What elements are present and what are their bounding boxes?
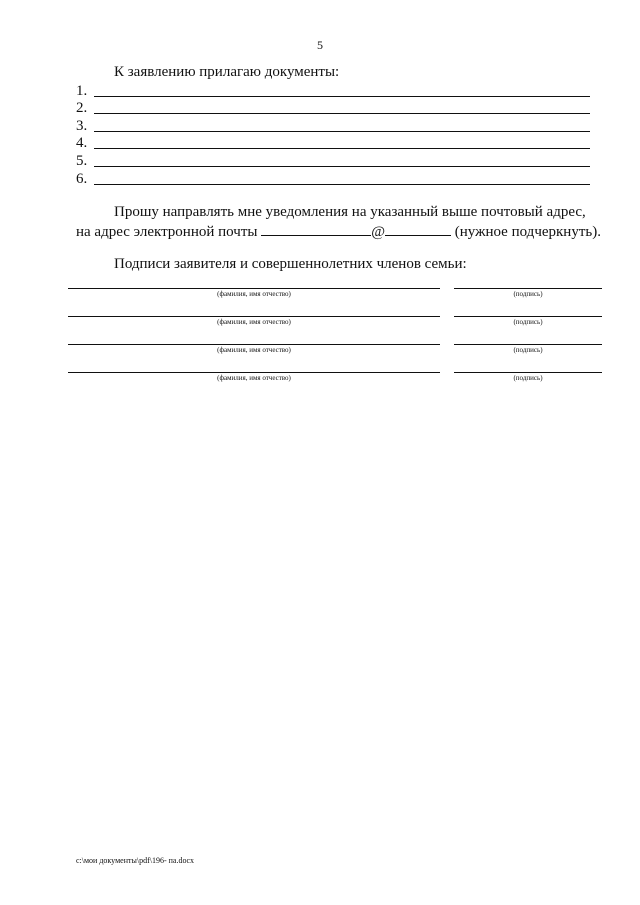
signature-caption: (подпись) <box>513 290 543 298</box>
name-caption: (фамилия, имя отчество) <box>217 374 291 382</box>
attachment-number: 3. <box>76 117 88 134</box>
page-number: 5 <box>317 38 323 52</box>
name-caption: (фамилия, имя отчество) <box>217 290 291 298</box>
attachment-number: 5. <box>76 152 88 169</box>
name-blank-line <box>68 288 440 289</box>
name-blank-line <box>68 344 440 345</box>
signature-blank-line <box>454 288 602 289</box>
email-at-sign: @ <box>371 224 386 240</box>
notification-suffix: (нужное подчеркнуть). <box>451 224 601 240</box>
attachments-heading: К заявлению прилагаю документы: <box>114 64 340 80</box>
attachment-number: 6. <box>76 170 88 187</box>
attachment-number: 1. <box>76 82 88 99</box>
footer-file-path: c:\мои документы\pdf\196- па.docx <box>76 856 194 865</box>
notification-line-1: Прошу направлять мне уведомления на указанный выше почтовый адрес, <box>114 204 586 220</box>
attachment-number: 4. <box>76 135 88 152</box>
signatures-heading: Подписи заявителя и совершеннолетних членов семьи: <box>114 256 467 272</box>
notification-prefix: на адрес электронной почты <box>76 224 262 240</box>
signature-blank-line <box>454 316 602 317</box>
signature-blank-line <box>454 372 602 373</box>
name-blank-line <box>68 372 440 373</box>
name-caption: (фамилия, имя отчество) <box>217 346 291 354</box>
name-caption: (фамилия, имя отчество) <box>217 318 291 326</box>
signature-caption: (подпись) <box>513 374 543 382</box>
name-blank-line <box>68 316 440 317</box>
signature-blank-line <box>454 344 602 345</box>
signature-caption: (подпись) <box>513 318 543 326</box>
attachment-number: 2. <box>76 100 88 117</box>
signature-caption: (подпись) <box>513 346 543 354</box>
